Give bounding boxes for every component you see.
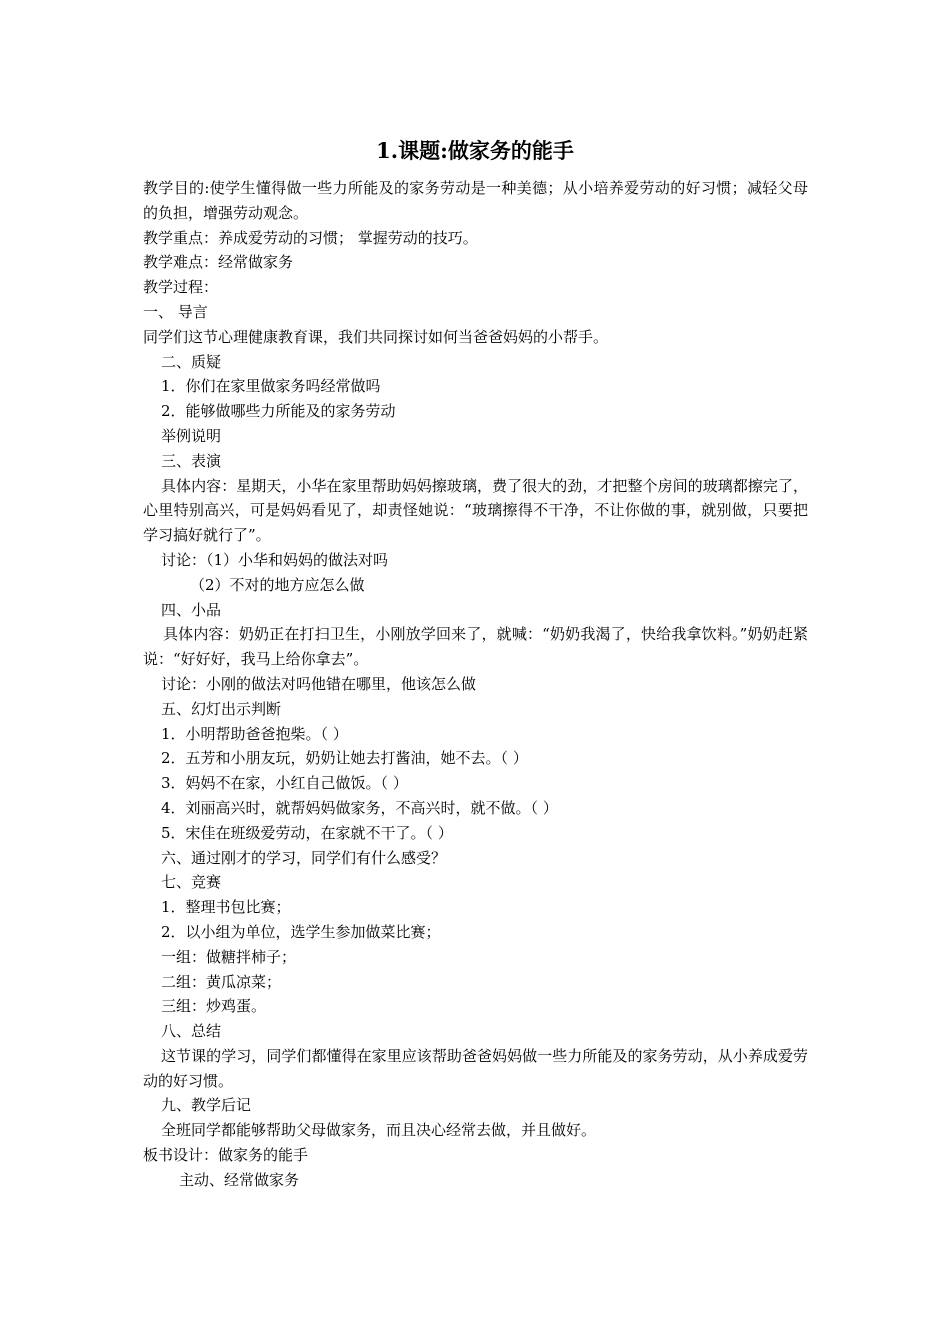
judgement-item: 5．宋佳在班级爱劳动，在家就不干了。（ ） [161,823,453,842]
question-item: 2．能够做哪些力所能及的家务劳动 [161,402,396,421]
section-heading-competition: 七、竞赛 [161,873,222,892]
paragraph-difficulty: 教学难点：经常做家务 [143,253,294,272]
section-heading-reflection: 六、通过刚才的学习，同学们有什么感受？ [161,848,447,867]
document-body [143,176,808,1193]
section-heading-skit: 四、小品 [161,600,222,619]
judgement-item: 2．五芳和小朋友玩，奶奶让她去打酱油，她不去。（ ） [161,749,528,768]
paragraph-notes: 全班同学都能够帮助父母做家务，而且决心经常去做，并且做好。 [161,1121,597,1140]
section-heading-intro: 一、 导言 [143,302,208,321]
paragraph-objective: 教学目的:使学生懂得做一些力所能及的家务劳动是一种美德；从小培养爱劳动的好习惯；减轻父母的负担，增强劳动观念。 [143,179,808,222]
paragraph-key-points: 教学重点：养成爱劳动的习惯； 掌握劳动的技巧。 [143,228,478,247]
section-heading-questions: 二、质疑 [161,352,222,371]
judgement-item: 1．小明帮助爸爸抱柴。（ ） [161,724,348,743]
section-heading-judgement: 五、幻灯出示判断 [161,699,282,718]
paragraph-examples: 举例说明 [161,426,222,445]
board-design-heading: 板书设计：做家务的能手 [143,1146,309,1165]
group-item: 二组：黄瓜凉菜； [161,972,282,991]
paragraph-summary: 这节课的学习，同学们都懂得在家里应该帮助爸爸妈妈做一些力所能及的家务劳动，从小养成爱劳动的好习惯。 [143,1046,808,1090]
paragraph-process-heading: 教学过程： [143,278,219,297]
section-heading-notes: 九、教学后记 [161,1096,252,1115]
section-heading-summary: 八、总结 [161,1022,222,1041]
section-heading-performance: 三、表演 [161,451,222,470]
discussion-line: 讨论：小刚的做法对吗他错在哪里，他该怎么做 [161,674,477,693]
paragraph-intro: 同学们这节心理健康教育课，我们共同探讨如何当爸爸妈妈的小帮手。 [143,327,609,346]
question-item: 1．你们在家里做家务吗经常做吗 [161,377,381,396]
group-item: 一组：做糖拌柿子； [161,947,297,966]
document-title: 1.课题:做家务的能手 [376,138,574,163]
judgement-item: 3．妈妈不在家，小红自己做饭。（ ） [161,774,408,793]
discussion-line: （2）不对的地方应怎么做 [190,575,365,594]
paragraph-skit: 具体内容：奶奶正在打扫卫生，小刚放学回来了，就喊：“奶奶我渴了，快给我拿饮料。”奶奶赶紧说：“好好好，我马上给你拿去”。 [143,625,808,669]
judgement-item: 4．刘丽高兴时，就帮妈妈做家务，不高兴时，就不做。（ ） [161,798,558,817]
discussion-line: 讨论：（1）小华和妈妈的做法对吗 [161,550,389,569]
board-design-line: 主动、经常做家务 [179,1170,300,1189]
competition-item: 1．整理书包比赛； [161,898,291,917]
paragraph-performance: 具体内容：星期天，小华在家里帮助妈妈擦玻璃，费了很大的劲，才把整个房间的玻璃都擦完了，心里特别高兴，可是妈妈看见了，却责怪她说：“玻璃擦得不干净，不让你做的事，就别做，只要把学习搞好就行了”。 [143,476,808,545]
competition-item: 2．以小组为单位，选学生参加做菜比赛； [161,922,441,941]
group-item: 三组：炒鸡蛋。 [161,997,267,1016]
